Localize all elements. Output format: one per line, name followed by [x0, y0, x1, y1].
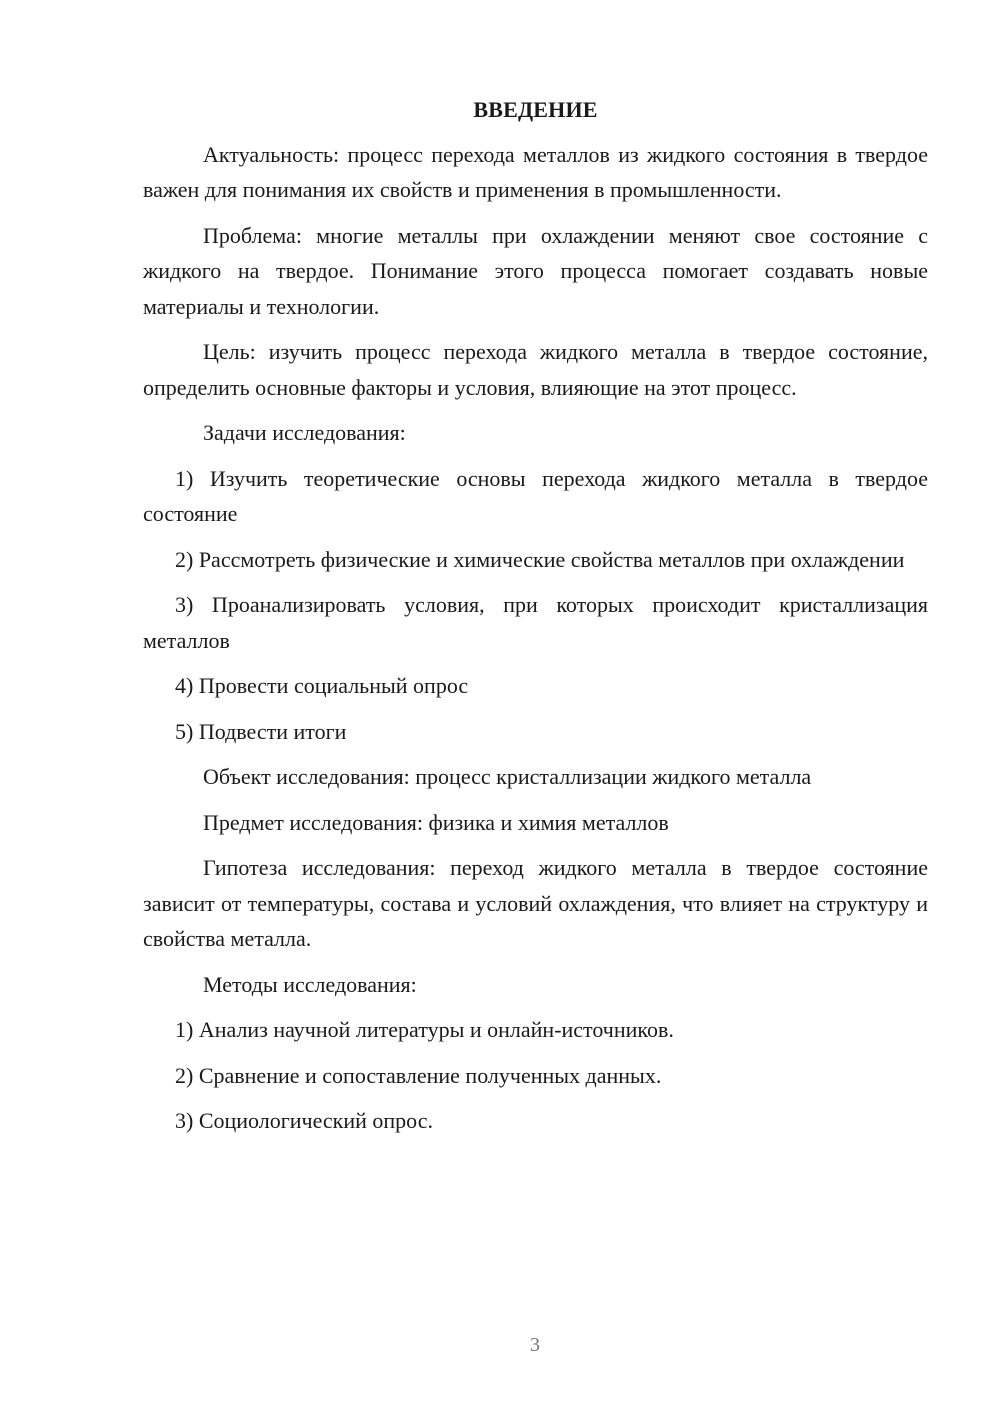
- method-item-3: 3) Социологический опрос.: [175, 1108, 433, 1133]
- research-object: Объект исследования: процесс кристаллизации жидкого металла: [203, 764, 812, 789]
- problem-paragraph: Проблема: многие металлы при охлаждении меняют свое состояние с жидкого на твердое. Понимание этого процесса помогает создавать новые материалы и технологии.: [143, 222, 928, 319]
- task-item-1: 1) Изучить теоретические основы перехода жидкого металла в твердое состояние: [143, 465, 928, 526]
- task-item-2: 2) Рассмотреть физические и химические свойства металлов при охлаждении: [175, 546, 905, 572]
- hypothesis-paragraph: Гипотеза исследования: переход жидкого металла в твердое состояние зависит от температуры, состава и условий охлаждения, что влияет на структуру и свойства металла.: [143, 855, 928, 951]
- task-item-3: 3) Проанализировать условия, при которых происходит кристаллизация металлов: [143, 592, 928, 653]
- task-item-5: 5) Подвести итоги: [175, 718, 347, 744]
- page-number: 3: [530, 1334, 540, 1356]
- method-item-2: 2) Сравнение и сопоставление полученных данных.: [175, 1062, 662, 1088]
- tasks-heading: Задачи исследования:: [203, 420, 406, 445]
- page-title: ВВЕДЕНИЕ: [473, 97, 598, 122]
- methods-heading: Методы исследования:: [203, 971, 417, 997]
- relevance-paragraph: Актуальность: процесс перехода металлов из жидкого состояния в твердое важен для понимания их свойств и применения в промышленности.: [143, 141, 928, 202]
- method-item-1: 1) Анализ научной литературы и онлайн-источников.: [175, 1017, 674, 1042]
- task-item-4: 4) Провести социальный опрос: [175, 673, 469, 698]
- goal-paragraph: Цель: изучить процесс перехода жидкого металла в твердое состояние, определить основные факторы и условия, влияющие на этот процесс.: [143, 339, 928, 400]
- document-page: [143, 92, 928, 1149]
- research-subject: Предмет исследования: физика и химия металлов: [203, 809, 669, 835]
